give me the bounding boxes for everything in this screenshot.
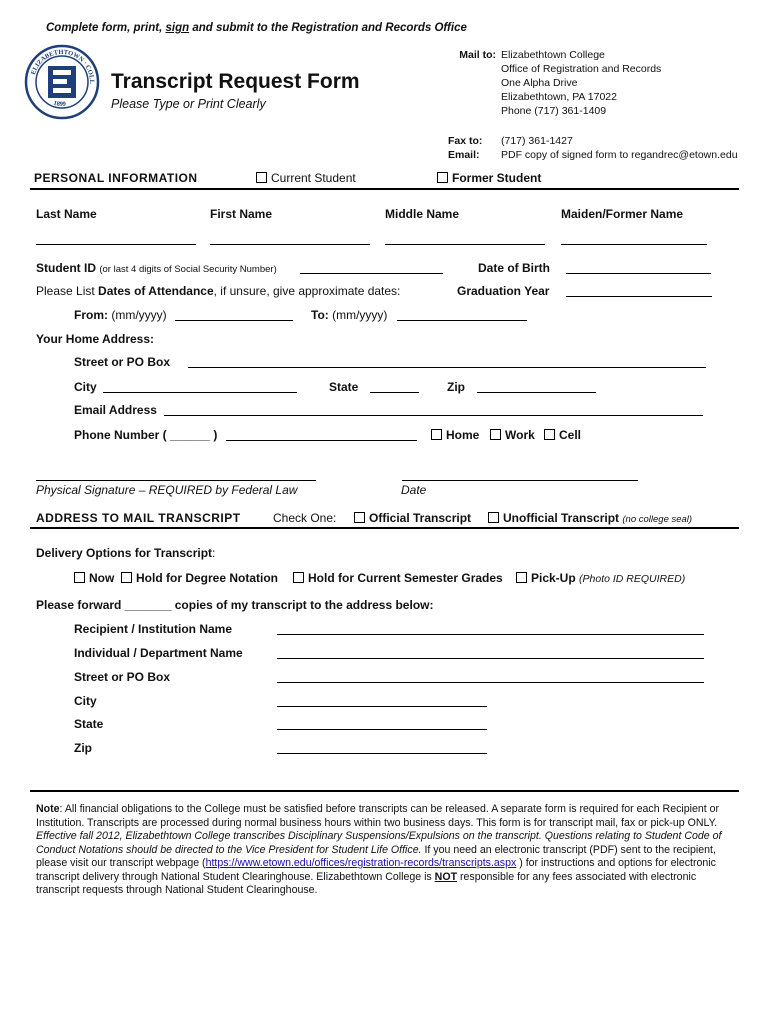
recipient-zip-label: Zip [74, 741, 92, 755]
now-label: Now [89, 571, 115, 585]
city-field[interactable] [103, 380, 297, 393]
former-student-option[interactable] [437, 171, 541, 185]
street-label: Street or PO Box [74, 355, 171, 369]
individual-label: Individual / Department Name [74, 646, 243, 660]
phone-number-field[interactable] [226, 428, 417, 441]
instruction-line [46, 22, 467, 34]
cell-label: Cell [559, 428, 582, 442]
delivery-colon: : [212, 546, 216, 560]
form-subtitle: Please Type or Print Clearly [111, 97, 266, 111]
phone-home-option[interactable] [431, 428, 479, 442]
signature-field[interactable] [36, 468, 316, 481]
official-transcript-option[interactable] [354, 511, 471, 525]
hold-semester-label: Hold for Current Semester Grades [308, 571, 503, 585]
delivery-pickup-option[interactable] [516, 571, 685, 585]
from-format: (mm/yyyy) [111, 308, 167, 322]
to-label [311, 308, 387, 322]
current-student-label: Current Student [271, 171, 356, 185]
note-text: ) for instructions and options for electronic transcript delivery through National Student Clearinghouse. Elizabethtown College is [36, 857, 716, 883]
date-label: Date [401, 483, 427, 497]
delivery-hold-degree-option[interactable] [121, 571, 278, 585]
mail-line: Elizabethtown College [501, 49, 605, 61]
recipient-city-label: City [74, 694, 97, 708]
email-value: PDF copy of signed form to regandrec@etown.edu [501, 149, 738, 161]
zip-label: Zip [447, 380, 465, 394]
svg-text:1899: 1899 [52, 99, 67, 109]
recipient-state-label: State [74, 717, 104, 731]
pickup-label: Pick-Up [531, 571, 576, 585]
middle-name-field[interactable] [385, 232, 545, 245]
maiden-name-field[interactable] [561, 232, 707, 245]
personal-info-heading: PERSONAL INFORMATION [34, 171, 198, 185]
note-text: responsible for any fees associated with electronic transcript requests through National Student Clearinghouse. [36, 870, 697, 896]
first-name-label: First Name [210, 207, 273, 221]
recipient-city-field[interactable] [277, 694, 487, 707]
mail-to-label: Mail to: [459, 49, 496, 61]
last-name-label: Last Name [36, 207, 97, 221]
instruction-text: Complete form, print, [46, 22, 166, 34]
from-label [74, 308, 167, 322]
former-student-label: Former Student [452, 171, 542, 185]
hold-semester-checkbox[interactable] [293, 572, 304, 583]
last-name-field[interactable] [36, 232, 196, 245]
from-date-field[interactable] [175, 308, 293, 321]
home-checkbox[interactable] [431, 429, 442, 440]
former-student-checkbox[interactable] [437, 172, 448, 183]
transcript-webpage-link[interactable]: https://www.etown.edu/offices/registration-records/transcripts.aspx [205, 857, 517, 869]
note-text: : All financial obligations to the College must be satisfied before transcripts can be released. A separate form is required for each Recipient or Institution. Transcripts are processed during normal business hours within two business days. This form is for transcript mail, fax or pick-up ONLY. [36, 803, 720, 829]
date-of-birth-label: Date of Birth [478, 261, 550, 275]
note-paragraph [36, 803, 726, 898]
student-id-label [36, 261, 277, 275]
individual-field[interactable] [277, 646, 704, 659]
delivery-label-text: Delivery Options for Transcript [36, 546, 213, 560]
attendance-label [36, 284, 400, 298]
email-address-field[interactable] [164, 403, 703, 416]
student-id-text: Student ID [36, 261, 96, 275]
mail-line: Phone (717) 361-1409 [501, 105, 607, 117]
recipient-street-label: Street or PO Box [74, 670, 171, 684]
mail-line: Elizabethtown, PA 17022 [501, 91, 617, 103]
unofficial-note: (no college seal) [622, 514, 693, 525]
pickup-note: (Photo ID REQUIRED) [579, 573, 686, 585]
note-not: NOT [434, 870, 458, 883]
date-of-birth-field[interactable] [566, 261, 711, 274]
official-checkbox[interactable] [354, 512, 365, 523]
official-label: Official Transcript [369, 511, 472, 525]
note-italic-text: Effective fall 2012, Elizabethtown College transcribes Disciplinary Suspensions/Expulsions on the transcript. Questions relating to Student Code of Conduct Notations should be directed to the Vice President for Student Life Office. [36, 830, 722, 856]
attendance-text-end: , if unsure, give approximate dates: [213, 284, 401, 298]
home-address-label: Your Home Address: [36, 332, 155, 346]
section-divider [30, 527, 739, 529]
student-id-field[interactable] [300, 261, 443, 274]
mail-to-block [448, 48, 661, 118]
from-text: From: [74, 308, 108, 322]
phone-work-option[interactable] [490, 428, 535, 442]
unofficial-label: Unofficial Transcript [503, 511, 620, 525]
recipient-state-field[interactable] [277, 717, 487, 730]
graduation-year-field[interactable] [566, 284, 712, 297]
attendance-bold: Dates of Attendance [98, 284, 214, 298]
recipient-street-field[interactable] [277, 670, 704, 683]
unofficial-checkbox[interactable] [488, 512, 499, 523]
work-checkbox[interactable] [490, 429, 501, 440]
fax-value: (717) 361-1427 [501, 135, 573, 147]
graduation-year-label: Graduation Year [457, 284, 550, 298]
cell-checkbox[interactable] [544, 429, 555, 440]
student-id-note: (or last 4 digits of Social Security Number) [99, 264, 277, 275]
mail-line: Office of Registration and Records [501, 63, 662, 75]
instruction-text-end: and submit to the Registration and Records Office [189, 22, 467, 34]
now-checkbox[interactable] [74, 572, 85, 583]
delivery-now-option[interactable] [74, 571, 114, 585]
email-address-label: Email Address [74, 403, 157, 417]
street-field[interactable] [188, 355, 706, 368]
email-label: Email: [448, 149, 480, 161]
forward-copies-label: Please forward _______ copies of my transcript to the address below: [36, 598, 434, 612]
date-field[interactable] [402, 468, 638, 481]
check-one-label: Check One: [273, 511, 337, 525]
mail-transcript-heading: ADDRESS TO MAIL TRANSCRIPT [36, 511, 241, 525]
recipient-field[interactable] [277, 622, 704, 635]
unofficial-transcript-option[interactable] [488, 511, 692, 525]
current-student-checkbox[interactable] [256, 172, 267, 183]
phone-cell-option[interactable] [544, 428, 581, 442]
to-text: To: [311, 308, 329, 322]
zip-field[interactable] [477, 380, 596, 393]
signature-label: Physical Signature – REQUIRED by Federal Law [36, 483, 298, 497]
form-title: Transcript Request Form [111, 70, 360, 93]
hold-degree-label: Hold for Degree Notation [136, 571, 279, 585]
home-label: Home [446, 428, 480, 442]
middle-name-label: Middle Name [385, 207, 460, 221]
section-divider [30, 188, 739, 190]
to-format: (mm/yyyy) [332, 308, 388, 322]
city-label: City [74, 380, 97, 394]
mail-line: One Alpha Drive [501, 77, 578, 89]
fax-label: Fax to: [448, 135, 483, 147]
note-label: Note [36, 803, 60, 815]
recipient-zip-field[interactable] [277, 741, 487, 754]
state-field[interactable] [370, 380, 419, 393]
work-label: Work [505, 428, 535, 442]
to-date-field[interactable] [397, 308, 527, 321]
svg-text:ELIZABETHTOWN · COLLEGE: ELIZABETHTOWN · COLL [30, 48, 96, 84]
contact-block [448, 134, 738, 162]
phone-number-label: Phone Number ( ______ ) [74, 428, 218, 442]
note-text: If you need an electronic transcript (PDF) sent to the recipient, please visit our transcript webpage ( [36, 843, 716, 869]
hold-degree-checkbox[interactable] [121, 572, 132, 583]
state-label: State [329, 380, 359, 394]
college-seal-logo [24, 44, 100, 120]
section-divider [30, 790, 739, 792]
instruction-sign: sign [165, 22, 190, 34]
maiden-name-label: Maiden/Former Name [561, 207, 684, 221]
pickup-checkbox[interactable] [516, 572, 527, 583]
first-name-field[interactable] [210, 232, 370, 245]
recipient-label: Recipient / Institution Name [74, 622, 233, 636]
attendance-text: Please List [36, 284, 99, 298]
delivery-hold-semester-option[interactable] [293, 571, 503, 585]
delivery-options-label [36, 546, 215, 560]
current-student-option[interactable] [256, 171, 356, 185]
